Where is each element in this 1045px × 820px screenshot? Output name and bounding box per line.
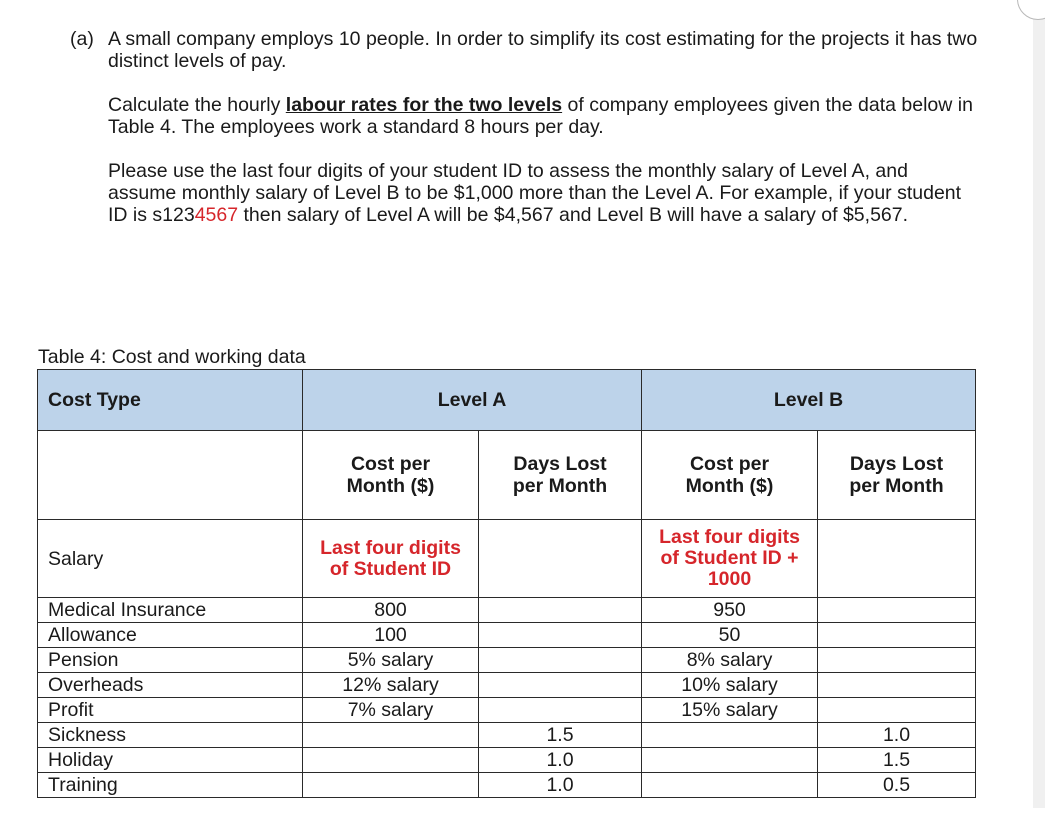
level-a-cost bbox=[303, 773, 479, 798]
table-row bbox=[38, 723, 976, 748]
table-row bbox=[38, 623, 976, 648]
salary-b-line1: Last four digits bbox=[659, 526, 800, 548]
table-row bbox=[38, 748, 976, 773]
level-b-cost: 950 bbox=[642, 598, 818, 623]
subheader-text: Cost per bbox=[350, 453, 431, 475]
header-level-b: Level B bbox=[642, 370, 976, 431]
level-b-cost bbox=[642, 748, 818, 773]
row-label: Holiday bbox=[38, 748, 303, 773]
instruction-text-end: then salary of Level A will be $4,567 and Level B will have a salary of $5,567. bbox=[238, 204, 909, 226]
level-b-cost: 10% salary bbox=[642, 673, 818, 698]
table-row bbox=[38, 773, 976, 798]
level-a-cost: 800 bbox=[303, 598, 479, 623]
row-label: Profit bbox=[38, 698, 303, 723]
row-label: Medical Insurance bbox=[38, 598, 303, 623]
task-paragraph bbox=[108, 94, 980, 138]
level-b-days bbox=[818, 698, 976, 723]
level-b-days bbox=[818, 673, 976, 698]
cost-table bbox=[37, 369, 976, 798]
salary-level-a bbox=[303, 520, 479, 598]
salary-level-b bbox=[642, 520, 818, 598]
level-a-days bbox=[479, 623, 642, 648]
subheader-text: Cost per bbox=[689, 453, 770, 475]
subheader-empty bbox=[38, 431, 303, 520]
level-b-cost bbox=[642, 723, 818, 748]
level-a-days bbox=[479, 598, 642, 623]
level-a-cost bbox=[303, 723, 479, 748]
subheader-text: Days Lost bbox=[849, 453, 944, 475]
subheader-text: per Month bbox=[512, 475, 608, 497]
subheader-text: Days Lost bbox=[513, 453, 607, 475]
question-block bbox=[70, 28, 980, 226]
level-a-cost bbox=[303, 748, 479, 773]
subheader-b-cost bbox=[642, 431, 818, 520]
level-a-days bbox=[479, 698, 642, 723]
level-b-days: 1.5 bbox=[818, 748, 976, 773]
student-id-digits: 4567 bbox=[194, 204, 239, 226]
level-a-days: 1.0 bbox=[479, 773, 642, 798]
level-b-days: 1.0 bbox=[818, 723, 976, 748]
row-label: Sickness bbox=[38, 723, 303, 748]
row-label: Pension bbox=[38, 648, 303, 673]
level-b-days: 0.5 bbox=[818, 773, 976, 798]
row-label: Salary bbox=[38, 520, 303, 598]
subheader-b-days bbox=[818, 431, 976, 520]
table-row bbox=[38, 673, 976, 698]
table-subheader-row bbox=[38, 431, 976, 520]
header-cost-type: Cost Type bbox=[38, 370, 303, 431]
subheader-text: Month ($) bbox=[685, 475, 774, 497]
table-row bbox=[38, 598, 976, 623]
salary-a-days bbox=[479, 520, 642, 598]
subheader-a-days bbox=[479, 431, 642, 520]
subheader-text: per Month bbox=[849, 475, 944, 497]
level-a-cost: 12% salary bbox=[303, 673, 479, 698]
task-text-start: Calculate the hourly bbox=[108, 94, 286, 116]
row-label: Allowance bbox=[38, 623, 303, 648]
table-caption: Table 4: Cost and working data bbox=[38, 346, 306, 368]
level-b-days bbox=[818, 623, 976, 648]
header-level-a: Level A bbox=[303, 370, 642, 431]
row-label: Overheads bbox=[38, 673, 303, 698]
instruction-paragraph bbox=[108, 160, 980, 226]
table-row-salary bbox=[38, 520, 976, 598]
intro-paragraph: A small company employs 10 people. In order to simplify its cost estimating for the projects it has two distinct levels of pay. bbox=[108, 28, 978, 72]
level-a-cost: 7% salary bbox=[303, 698, 479, 723]
level-a-days bbox=[479, 648, 642, 673]
row-label: Training bbox=[38, 773, 303, 798]
table-row bbox=[38, 698, 976, 723]
salary-b-line3: 1000 bbox=[707, 568, 752, 590]
level-a-cost: 5% salary bbox=[303, 648, 479, 673]
salary-b-line2: of Student ID + bbox=[660, 547, 799, 569]
instruction-text-start: Please use the last four digits of your student ID to assess the monthly salary of Level A, and assume monthly salary of Level B to be $1,000 more than the Level A. For example, if your student ID is s123 bbox=[108, 160, 962, 226]
level-b-cost: 50 bbox=[642, 623, 818, 648]
table-header-row bbox=[38, 370, 976, 431]
question-label: (a) bbox=[70, 28, 94, 50]
corner-handle bbox=[1017, 0, 1045, 20]
level-b-cost: 8% salary bbox=[642, 648, 818, 673]
level-b-cost bbox=[642, 773, 818, 798]
table-body bbox=[38, 598, 976, 798]
level-a-cost: 100 bbox=[303, 623, 479, 648]
subheader-text: Month ($) bbox=[346, 475, 435, 497]
level-b-days bbox=[818, 648, 976, 673]
salary-a-line2: of Student ID bbox=[329, 557, 452, 580]
task-emphasis: labour rates for the two levels bbox=[285, 94, 563, 116]
subheader-a-cost bbox=[303, 431, 479, 520]
salary-a-line1: Last four digits bbox=[320, 536, 461, 559]
level-a-days: 1.5 bbox=[479, 723, 642, 748]
salary-b-days bbox=[818, 520, 976, 598]
level-b-days bbox=[818, 598, 976, 623]
table-row bbox=[38, 648, 976, 673]
level-a-days bbox=[479, 673, 642, 698]
level-b-cost: 15% salary bbox=[642, 698, 818, 723]
scrollbar-track[interactable] bbox=[1033, 0, 1045, 808]
level-a-days: 1.0 bbox=[479, 748, 642, 773]
task-text-end: of company employees given the data below in Table 4. The employees work a standard 8 hours per day. bbox=[108, 94, 973, 138]
